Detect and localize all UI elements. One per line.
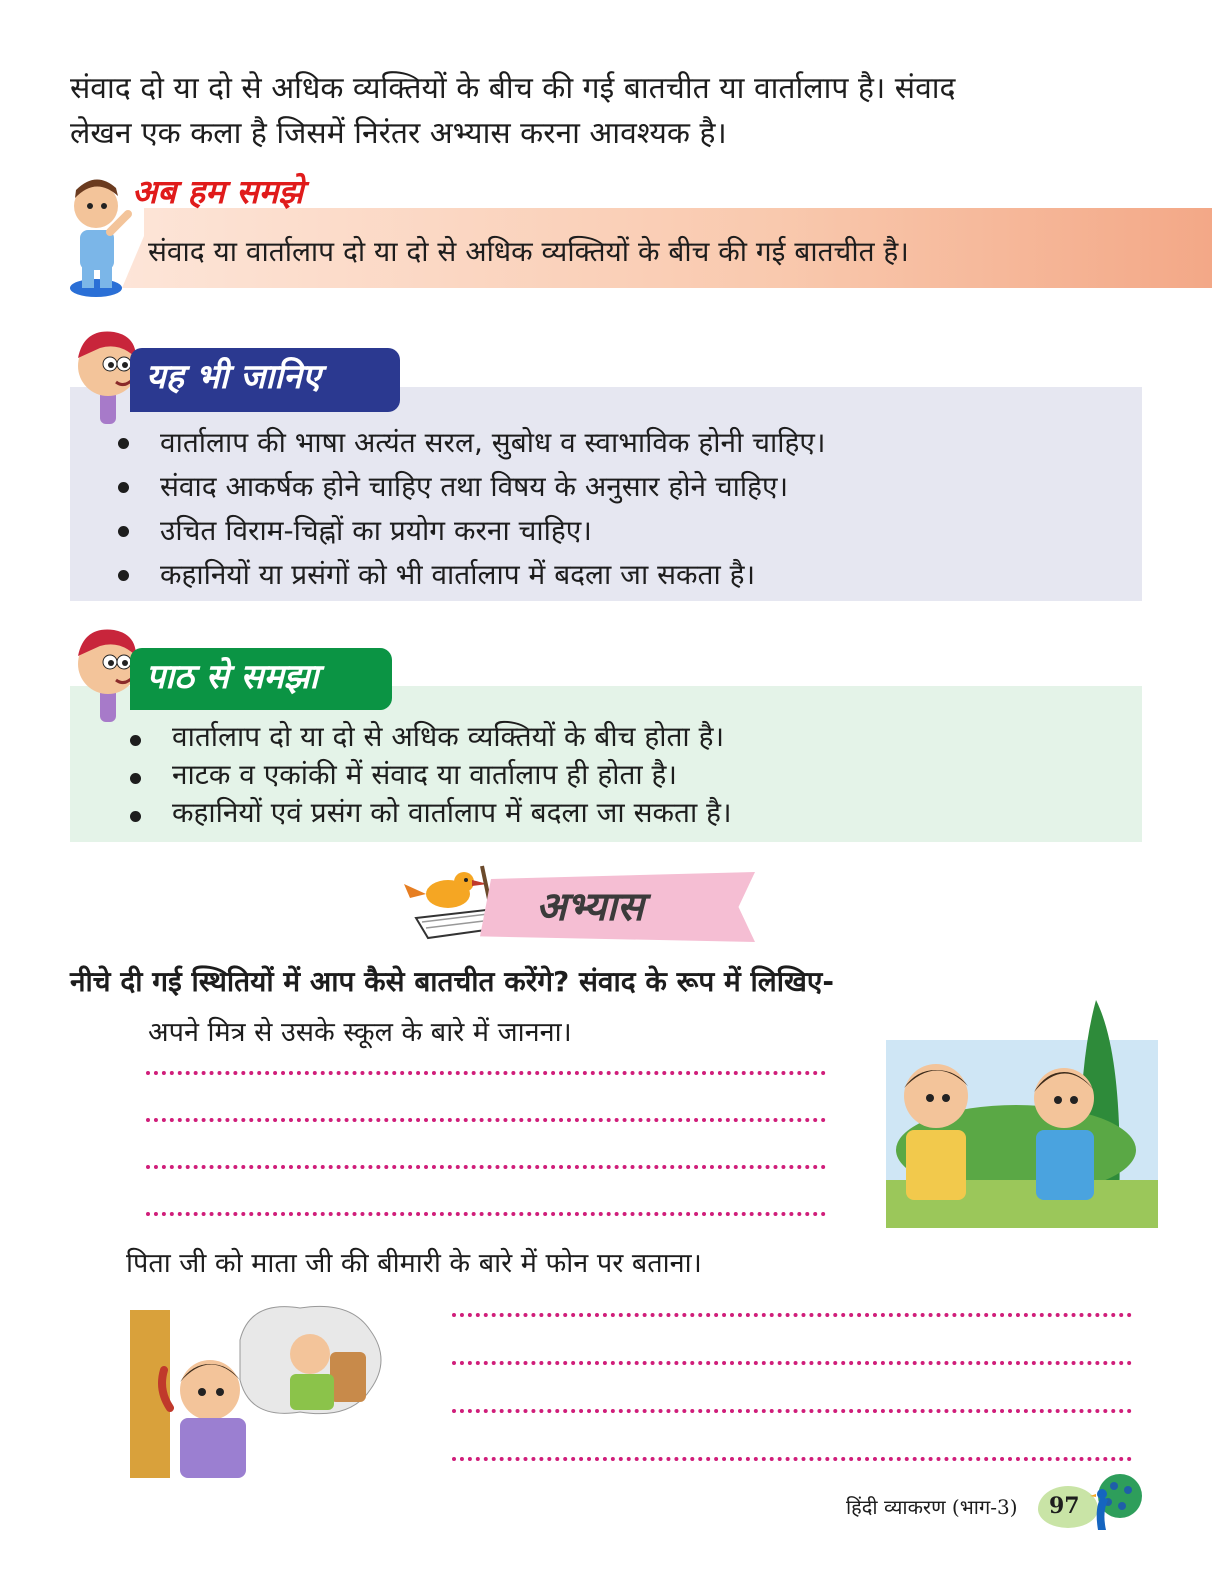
- writing-line[interactable]: [146, 1118, 826, 1122]
- writing-line[interactable]: [146, 1165, 826, 1169]
- list-item: वार्तालाप दो या दो से अधिक व्यक्तियों के बीच होता है।: [128, 718, 732, 756]
- boy-pointing-illustration: [66, 170, 132, 300]
- writing-line[interactable]: [452, 1409, 1132, 1413]
- page-number: 97: [1049, 1493, 1080, 1519]
- know-points-list: [116, 421, 825, 597]
- list-item: वार्तालाप की भाषा अत्यंत सरल, सुबोध व स्वाभाविक होनी चाहिए।: [116, 421, 825, 465]
- list-item: उचित विराम-चिह्नों का प्रयोग करना चाहिए।: [116, 509, 825, 553]
- exercise-title: अभ्यास: [536, 884, 644, 930]
- two-boys-talking-illustration: [886, 1000, 1158, 1228]
- task-2-prompt: पिता जी को माता जी की बीमारी के बारे में फोन पर बताना।: [126, 1248, 702, 1279]
- lesson-points-list: [128, 718, 732, 832]
- know-title: यह भी जानिए: [146, 357, 321, 397]
- phone-call-illustration: [130, 1300, 392, 1480]
- writing-line[interactable]: [452, 1457, 1132, 1461]
- writing-line[interactable]: [146, 1212, 826, 1216]
- intro-line-1: संवाद दो या दो से अधिक व्यक्तियों के बीच की गई बातचीत या वार्तालाप है। संवाद: [70, 71, 956, 106]
- book-title: हिंदी व्याकरण (भाग-3): [846, 1495, 1018, 1519]
- intro-line-2: लेखन एक कला है जिसमें निरंतर अभ्यास करना आवश्यक है।: [70, 116, 727, 151]
- understand-title: अब हम समझे: [132, 172, 304, 211]
- task-1-prompt: अपने मित्र से उसके स्कूल के बारे में जानना।: [148, 1017, 572, 1048]
- list-item: कहानियों या प्रसंगों को भी वार्तालाप में बदला जा सकता है।: [116, 553, 825, 597]
- list-item: कहानियों एवं प्रसंग को वार्तालाप में बदला जा सकता है।: [128, 794, 732, 832]
- lesson-title: पाठ से समझा: [146, 657, 319, 697]
- understand-text: संवाद या वार्तालाप दो या दो से अधिक व्यक्तियों के बीच की गई बातचीत है।: [148, 235, 909, 268]
- writing-line[interactable]: [452, 1361, 1132, 1365]
- list-item: नाटक व एकांकी में संवाद या वार्तालाप ही होता है।: [128, 756, 732, 794]
- list-item: संवाद आकर्षक होने चाहिए तथा विषय के अनुसार होने चाहिए।: [116, 465, 825, 509]
- peacock-icon: [1084, 1466, 1142, 1536]
- writing-line[interactable]: [452, 1313, 1132, 1317]
- intro-paragraph: [70, 66, 1150, 156]
- writing-line[interactable]: [146, 1071, 826, 1075]
- exercise-question: नीचे दी गई स्थितियों में आप कैसे बातचीत करेंगे? संवाद के रूप में लिखिए-: [70, 965, 834, 998]
